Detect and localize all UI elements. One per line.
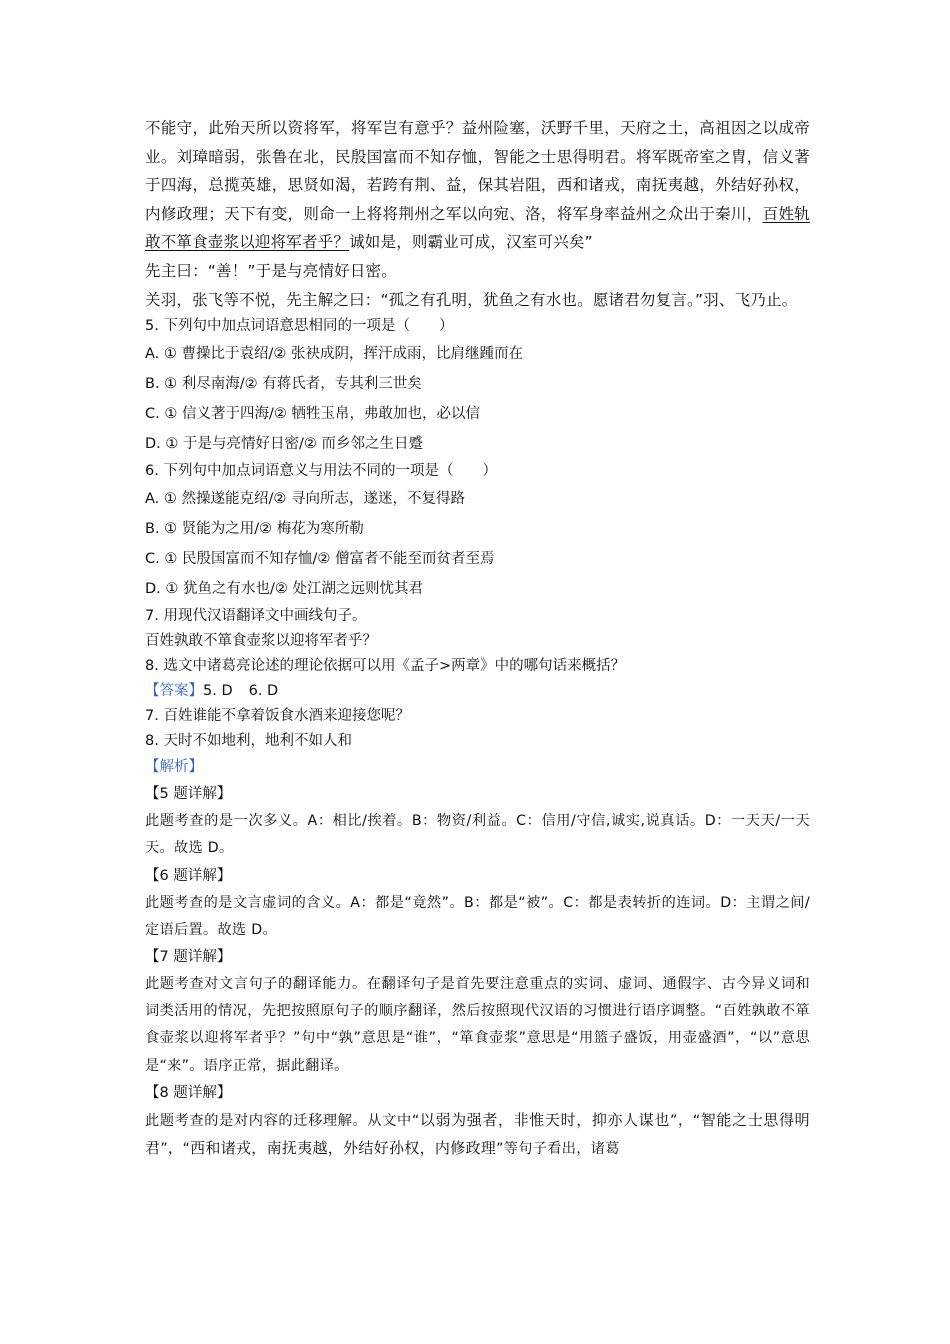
quote-3: 西和诸戎，南抚夷越，外结好孙权，内修政理 [190,1138,497,1157]
answer-tag: 【答案】 [145,683,203,700]
underlined-sentence: 百姓轨敢不箪食壶浆以迎将军者乎？ [145,204,810,252]
passage-paragraph-1: 不能守，此殆天所以资将军，将军岂有意乎？益州险塞，沃野千里，天府之土，高祖因之以成帝业。刘璋暗弱，张鲁在北，民殷国富而不知存恤，智能之士思得明君。将军既帝室之胄，信义著于四海，总揽英雄，思贤如渴，若跨有荆、益，保其岩阻，西和诸戎，南抚夷越，外结好孙权，内修政理；天下有变，则命一上将将荆州之军以向宛、洛，将军身率益州之众出于秦川，百姓轨敢不箪食壶浆以迎将军者乎？诚如是，则霸业可成，汉室可兴矣” [145,119,810,252]
question-6-option-b: B. ① 贤能为之用/② 梅花为寒所勒 [145,521,364,538]
analysis-text-7: 此题考查对文言句子的翻译能力。在翻译句子是首先要注意重点的实词、虚词、通假字、古今异义词和词类活用的情况，先把按照原句子的顺序翻译，然后按照现代汉语的习惯进行语序调整。“百姓孰敢不箪食壶浆以迎将军者乎？”句中“孰”意思是“谁”，“箪食壶浆”意思是“用篮子盛饭，用壶盛酒”，“以”意思是“来”。语序正常，据此翻译。 [145,975,810,1074]
passage-paragraph-3: 关羽，张飞等不悦，先主解之曰：“孤之有孔明，犹鱼之有水也。愿诸君勿复言。”羽、飞乃止。 [145,290,798,309]
question-6-option-d: D. ① 犹鱼之有水也/② 处江湖之远则忧其君 [145,581,423,598]
answers [145,679,810,754]
passage-paragraph-2: 先主曰：“善！”于是与亮情好日密。 [145,261,397,280]
question-5-option-a: A. ① 曹操比于袁绍/② 张袂成阴，挥汗成雨，比肩继踵而在 [145,346,523,363]
question-6-option-a: A. ① 然操遂能克绍/② 寻向所志，遂迷，不复得路 [145,491,465,508]
analysis-text-8: 此题考查的是对内容的迁移理解。从文中“以弱为强者，非惟天时，抑亦人谋也”，“智能之士思得明君”，“西和诸戎，南抚夷越，外结好孙权，内修政理”等句子看出，诸葛 [145,1110,810,1157]
analysis-text-6: 此题考查的是文言虚词的含义。A：都是“竟然”。B：都是“被”。C：都是表转折的连词。D：主谓之间/定语后置。故选 D。 [145,894,810,938]
question-5-option-d: D. ① 于是与亮情好日密/② 而乡邻之生日蹙 [145,436,423,453]
question-7-sentence: 百姓孰敢不箪食壶浆以迎将军者乎？ [145,633,377,650]
analysis-heading-5: 【5 题详解】 [145,786,232,803]
answer-8: 8. 天时不如地利，地利不如人和 [145,733,352,750]
question-5-option-b: B. ① 利尽南海/② 有蒋氏者，专其利三世矣 [145,376,422,393]
analysis-tag: 【解析】 [145,759,203,776]
answer-6: 6. D [248,683,279,700]
analysis-text-5: 此题考查的是一次多义。A：相比/挨着。B：物资/利益。C：信用/守信,诚实,说真话。D：一天天/一天天。故选 D。 [145,813,810,857]
question-7: 7. 用现代汉语翻译文中画线句子。 [145,608,367,625]
document-page [145,114,810,1163]
quote-1: 以弱为强者，非惟天时，抑亦人谋也 [419,1110,671,1129]
answer-7: 7. 百姓谁能不拿着饭食水酒来迎接您呢？ [145,708,410,725]
question-5: 5. 下列句中加点词语意思相同的一项是（ ） [145,318,454,335]
answer-5: 5. D [203,683,233,700]
question-5-option-c: C. ① 信义著于四海/② 牺牲玉帛，弗敢加也，必以信 [145,406,480,423]
question-6: 6. 下列句中加点词语意义与用法不同的一项是（ ） [145,463,497,480]
analysis [145,754,810,1163]
analysis-heading-8: 【8 题详解】 [145,1084,232,1101]
questions [145,314,810,679]
quote-2: 智能之士思得明君 [145,1110,810,1157]
question-8: 8. 选文中诸葛亮论述的理论依据可以用《孟子>两章》中的哪句话来概括？ [145,658,626,675]
question-6-option-c: C. ① 民殷国富而不知存恤/② 僧富者不能至而贫者至焉 [145,551,495,568]
passage [145,114,810,314]
analysis-heading-7: 【7 题详解】 [145,948,232,965]
answer-line [145,679,810,704]
analysis-heading-6: 【6 题详解】 [145,867,232,884]
